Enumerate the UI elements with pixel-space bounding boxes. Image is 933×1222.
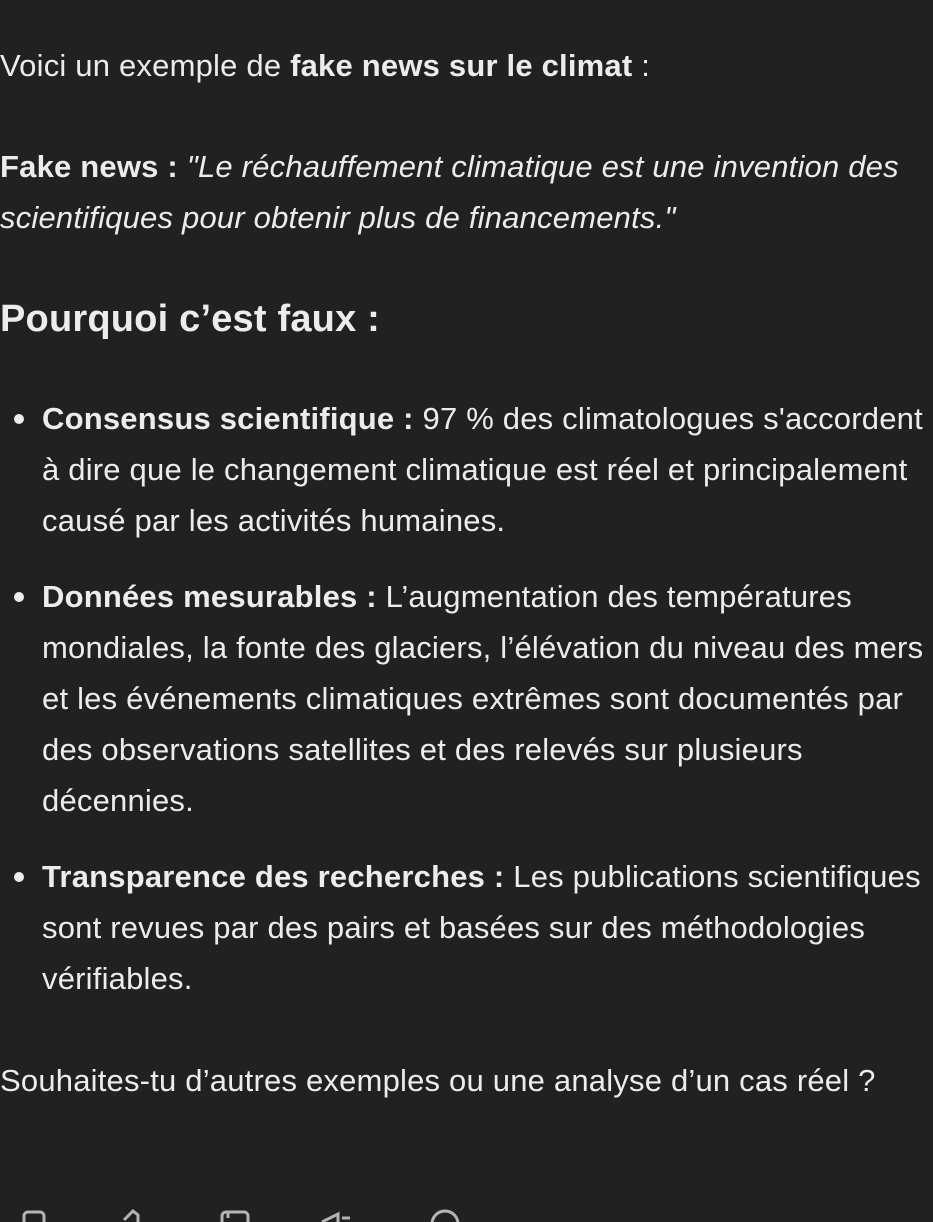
read-aloud-icon[interactable]: [318, 1206, 352, 1222]
reason-title: Consensus scientifique :: [42, 401, 414, 436]
list-item: [0, 851, 933, 1004]
reason-title: Transparence des recherches :: [42, 859, 505, 894]
list-item: [0, 571, 933, 826]
intro-paragraph: [0, 40, 650, 91]
section-heading: Pourquoi c’est faux :: [0, 298, 381, 340]
fake-news-quote: "Le réchauffement climatique est une invention des scientifiques pour obtenir plus de financements.": [0, 149, 899, 235]
fake-news-paragraph: [0, 141, 933, 243]
reasons-list: [0, 393, 933, 1029]
outro-paragraph: Souhaites-tu d’autres exemples ou une analyse d’un cas réel ?: [0, 1063, 876, 1098]
regenerate-icon[interactable]: [428, 1206, 462, 1222]
list-item: [0, 393, 933, 546]
intro-prefix: Voici un exemple de: [0, 48, 291, 83]
bullet-icon: [14, 592, 24, 602]
reason-text: 97 % des climatologues s'accordent à dire que le changement climatique est réel et principalement causé par les activités humaines.: [42, 401, 923, 538]
fake-news-label: Fake news :: [0, 149, 178, 184]
bullet-icon: [14, 872, 24, 882]
message-actions-bar: [0, 1206, 933, 1222]
reason-text: L’augmentation des températures mondiales, la fonte des glaciers, l’élévation du niveau des mers et les événements climatiques extrêmes sont documentés par des observations satellites et des relevés sur plusieurs décennies.: [42, 579, 924, 818]
copy-icon[interactable]: [18, 1206, 52, 1222]
share-icon[interactable]: [218, 1206, 252, 1222]
intro-bold: fake news sur le climat: [290, 48, 633, 83]
intro-suffix: :: [632, 48, 651, 83]
reason-title: Données mesurables :: [42, 579, 377, 614]
reason-text: Les publications scientifiques sont revues par des pairs et basées sur des méthodologies vérifiables.: [42, 859, 921, 996]
bullet-icon: [14, 414, 24, 424]
thumbs-up-icon[interactable]: [116, 1206, 150, 1222]
